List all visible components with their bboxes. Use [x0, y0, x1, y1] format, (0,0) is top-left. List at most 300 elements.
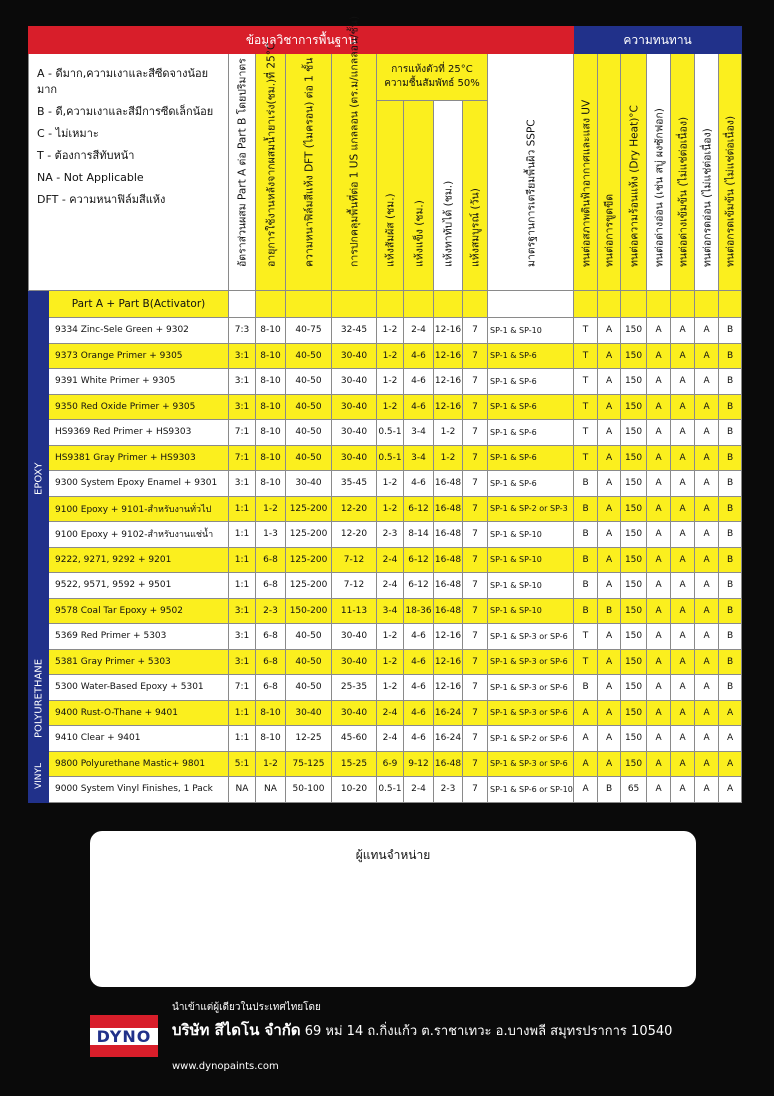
cell-weak-acid: A	[695, 343, 719, 369]
cell-dry-touch: 1-2	[377, 675, 404, 701]
cell-coverage: 30-40	[332, 624, 377, 650]
cell-ratio: 7:1	[229, 420, 256, 446]
cell-abrasion: A	[598, 522, 621, 548]
cell-dft: 125-200	[286, 547, 332, 573]
product-name: 9100 Epoxy + 9102-สำหรับงานแช่น้ำ	[49, 522, 229, 548]
cell-heat: 150	[621, 573, 647, 599]
cell-recoat: 12-16	[434, 675, 463, 701]
dealer-box	[90, 831, 696, 987]
cell-mild-alkali: A	[647, 598, 671, 624]
legend-item: T - ต้องการสีทับหน้า	[37, 149, 135, 162]
cell-weak-acid: A	[695, 471, 719, 497]
cell-strong-acid: B	[719, 471, 742, 497]
cell-dft: 40-50	[286, 675, 332, 701]
cell-strong-alkali: A	[671, 649, 695, 675]
col-header-strong-acid: ทนต่อกรดเข้มข้น (ไม่แช่ต่อเนื่อง)	[719, 54, 742, 291]
cell-strong-alkali: A	[671, 445, 695, 471]
cell-ratio: 3:1	[229, 343, 256, 369]
cell-coverage: 32-45	[332, 318, 377, 344]
cell-abrasion: A	[598, 547, 621, 573]
cell-sspc: SP-1 & SP-10	[488, 573, 574, 599]
cell-mild-alkali: A	[647, 369, 671, 395]
cell-mild-alkali: A	[647, 318, 671, 344]
cell-ratio: NA	[229, 777, 256, 803]
cell-heat: 150	[621, 649, 647, 675]
cell-heat: 150	[621, 343, 647, 369]
cell-dft: 12-25	[286, 726, 332, 752]
cell-strong-alkali: A	[671, 598, 695, 624]
cell-pot-life: 6-8	[256, 675, 286, 701]
product-name: 9391 White Primer + 9305	[49, 369, 229, 395]
cell-strong-acid: A	[719, 751, 742, 777]
cell-recoat: 16-48	[434, 573, 463, 599]
cell-strong-acid: B	[719, 522, 742, 548]
cell-dft: 40-50	[286, 394, 332, 420]
col-header-dry-hard: แห้งแข็ง (ชม.)	[404, 101, 434, 291]
cell-sspc: SP-1 & SP-2 or SP-3	[488, 496, 574, 522]
table-row	[29, 343, 742, 369]
cell-abrasion: A	[598, 394, 621, 420]
cell-ratio: 3:1	[229, 471, 256, 497]
cell-strong-alkali: A	[671, 675, 695, 701]
cell-mild-alkali: A	[647, 547, 671, 573]
cell-ratio: 3:1	[229, 598, 256, 624]
cell-strong-acid: B	[719, 598, 742, 624]
cell-weak-acid: A	[695, 420, 719, 446]
cell-dry-touch: 2-4	[377, 726, 404, 752]
table-row	[29, 751, 742, 777]
cell-abrasion: A	[598, 700, 621, 726]
cell-recoat: 16-48	[434, 496, 463, 522]
cell-dry-touch: 1-2	[377, 394, 404, 420]
cell-weak-acid: A	[695, 777, 719, 803]
table-row	[29, 471, 742, 497]
cell-ratio: 3:1	[229, 624, 256, 650]
cell-recoat: 12-16	[434, 624, 463, 650]
table-row	[29, 573, 742, 599]
cell-recoat: 12-16	[434, 343, 463, 369]
cell-heat: 150	[621, 369, 647, 395]
cell-mild-alkali: A	[647, 726, 671, 752]
cell-ratio: 1:1	[229, 726, 256, 752]
cell-full-cure: 7	[463, 369, 488, 395]
cell-mild-alkali: A	[647, 649, 671, 675]
cell-recoat: 12-16	[434, 394, 463, 420]
cell-recoat: 16-48	[434, 522, 463, 548]
cell-ratio: 1:1	[229, 496, 256, 522]
cell-coverage: 30-40	[332, 700, 377, 726]
legend-item: DFT - ความหนาฟิล์มสีแห้ง	[37, 193, 166, 206]
cell-abrasion: A	[598, 624, 621, 650]
cell-strong-alkali: A	[671, 343, 695, 369]
cell-weak-acid: A	[695, 547, 719, 573]
cell-uv: T	[574, 394, 598, 420]
col-header-sspc: มาตรฐานการเตรียมพื้นผิว SSPC	[488, 54, 574, 291]
cell-uv: A	[574, 726, 598, 752]
cell-heat: 150	[621, 471, 647, 497]
cell-pot-life: 8-10	[256, 318, 286, 344]
cell-coverage: 30-40	[332, 369, 377, 395]
cell-recoat: 1-2	[434, 420, 463, 446]
cell-weak-acid: A	[695, 522, 719, 548]
cell-mild-alkali: A	[647, 624, 671, 650]
cell-uv: B	[574, 496, 598, 522]
cell-dft: 75-125	[286, 751, 332, 777]
table-row	[29, 496, 742, 522]
cell-sspc: SP-1 & SP-3 or SP-6	[488, 624, 574, 650]
cell-sspc: SP-1 & SP-10	[488, 547, 574, 573]
group-vinyl-label: VINYL	[33, 763, 44, 790]
cell-mild-alkali: A	[647, 751, 671, 777]
product-name: 9410 Clear + 9401	[49, 726, 229, 752]
cell-heat: 150	[621, 598, 647, 624]
cell-abrasion: A	[598, 675, 621, 701]
cell-pot-life: 6-8	[256, 624, 286, 650]
cell-dry-hard: 3-4	[404, 445, 434, 471]
logo-text: DYNO	[90, 1028, 158, 1045]
cell-sspc: SP-1 & SP-6	[488, 445, 574, 471]
cell-weak-acid: A	[695, 751, 719, 777]
product-name: 9373 Orange Primer + 9305	[49, 343, 229, 369]
cell-full-cure: 7	[463, 777, 488, 803]
col-header-heat: ทนต่อความร้อนแห้ง (Dry Heat)°C	[621, 54, 647, 291]
cell-uv: B	[574, 471, 598, 497]
cell-abrasion: A	[598, 726, 621, 752]
cell-uv: B	[574, 547, 598, 573]
company-address: 69 หม่ 14 ถ.กิ่งแก้ว ต.ราชาเทวะ อ.บางพลี สมุทรปราการ 10540	[304, 1024, 673, 1039]
cell-full-cure: 7	[463, 522, 488, 548]
table-row	[29, 547, 742, 573]
cell-uv: T	[574, 420, 598, 446]
cell-full-cure: 7	[463, 624, 488, 650]
header-basic-data: ข้อมูลวิชาการพื้นฐาน	[29, 27, 574, 54]
cell-strong-alkali: A	[671, 420, 695, 446]
cell-sspc: SP-1 & SP-3 or SP-6	[488, 751, 574, 777]
cell-sspc: SP-1 & SP-10	[488, 522, 574, 548]
cell-abrasion: A	[598, 369, 621, 395]
cell-uv: B	[574, 598, 598, 624]
cell-pot-life: 2-3	[256, 598, 286, 624]
cell-strong-alkali: A	[671, 496, 695, 522]
cell-pot-life: 8-10	[256, 471, 286, 497]
product-name: 9334 Zinc-Sele Green + 9302	[49, 318, 229, 344]
cell-pot-life: NA	[256, 777, 286, 803]
blank-cell	[463, 291, 488, 318]
cell-uv: A	[574, 751, 598, 777]
cell-full-cure: 7	[463, 649, 488, 675]
cell-strong-acid: B	[719, 369, 742, 395]
cell-strong-acid: B	[719, 624, 742, 650]
cell-strong-alkali: A	[671, 369, 695, 395]
cell-recoat: 12-16	[434, 649, 463, 675]
product-name: 5369 Red Primer + 5303	[49, 624, 229, 650]
cell-coverage: 25-35	[332, 675, 377, 701]
cell-coverage: 12-20	[332, 496, 377, 522]
cell-coverage: 10-20	[332, 777, 377, 803]
cell-full-cure: 7	[463, 394, 488, 420]
cell-uv: B	[574, 675, 598, 701]
spec-table	[28, 15, 742, 803]
product-name: 9578 Coal Tar Epoxy + 9502	[49, 598, 229, 624]
cell-ratio: 7:3	[229, 318, 256, 344]
cell-mild-alkali: A	[647, 471, 671, 497]
cell-dft: 30-40	[286, 700, 332, 726]
blank-cell	[647, 291, 671, 318]
cell-coverage: 30-40	[332, 343, 377, 369]
cell-strong-acid: B	[719, 547, 742, 573]
product-name: 9000 System Vinyl Finishes, 1 Pack	[49, 777, 229, 803]
cell-strong-acid: B	[719, 394, 742, 420]
cell-dry-hard: 6-12	[404, 573, 434, 599]
cell-strong-acid: B	[719, 445, 742, 471]
cell-dft: 150-200	[286, 598, 332, 624]
cell-uv: T	[574, 343, 598, 369]
cell-full-cure: 7	[463, 751, 488, 777]
col-header-ratio: อัตราส่วนผสม Part A ต่อ Part B โดยปริมาตร	[229, 54, 256, 291]
cell-heat: 150	[621, 496, 647, 522]
cell-coverage: 7-12	[332, 573, 377, 599]
table-row	[29, 726, 742, 752]
cell-dft: 40-50	[286, 624, 332, 650]
cell-sspc: SP-1 & SP-6 or SP-10	[488, 777, 574, 803]
cell-dry-touch: 1-2	[377, 369, 404, 395]
cell-full-cure: 7	[463, 343, 488, 369]
cell-strong-alkali: A	[671, 751, 695, 777]
cell-pot-life: 8-10	[256, 700, 286, 726]
blank-cell	[671, 291, 695, 318]
cell-mild-alkali: A	[647, 675, 671, 701]
group-vinyl	[29, 763, 49, 803]
cell-coverage: 45-60	[332, 726, 377, 752]
cell-full-cure: 7	[463, 318, 488, 344]
cell-dry-touch: 2-3	[377, 522, 404, 548]
cell-heat: 150	[621, 445, 647, 471]
blank-cell	[332, 291, 377, 318]
cell-abrasion: A	[598, 496, 621, 522]
cell-abrasion: A	[598, 445, 621, 471]
cell-heat: 150	[621, 751, 647, 777]
blank-cell	[434, 291, 463, 318]
cell-sspc: SP-1 & SP-6	[488, 471, 574, 497]
cell-pot-life: 8-10	[256, 343, 286, 369]
dealer-label: ผู้แทนจำหน่าย	[355, 848, 431, 862]
spec-sheet	[28, 15, 741, 803]
cell-strong-acid: B	[719, 496, 742, 522]
cell-ratio: 7:1	[229, 445, 256, 471]
website-link[interactable]: www.dynopaints.com	[172, 1061, 279, 1072]
cell-uv: A	[574, 700, 598, 726]
cell-abrasion: A	[598, 318, 621, 344]
cell-full-cure: 7	[463, 598, 488, 624]
cell-coverage: 30-40	[332, 420, 377, 446]
cell-strong-acid: B	[719, 649, 742, 675]
cell-dft: 40-50	[286, 420, 332, 446]
col-header-dft: ความหนาฟิล์มสีแห้ง DFT (ไมครอน) ต่อ 1 ชั้น	[286, 54, 332, 291]
cell-weak-acid: A	[695, 496, 719, 522]
cell-dft: 50-100	[286, 777, 332, 803]
cell-strong-alkali: A	[671, 318, 695, 344]
cell-coverage: 35-45	[332, 471, 377, 497]
col-header-full-cure: แห้งสมบูรณ์ (วัน)	[463, 101, 488, 291]
col-header-pot-life: อายุการใช้งานหลังจากผสมน้ำยาเร่ง(ชม.)ที่ 25°C	[256, 54, 286, 291]
table-row	[29, 624, 742, 650]
cell-uv: A	[574, 777, 598, 803]
cell-dry-hard: 4-6	[404, 343, 434, 369]
cell-dry-touch: 1-2	[377, 624, 404, 650]
cell-full-cure: 7	[463, 420, 488, 446]
cell-uv: T	[574, 369, 598, 395]
cell-weak-acid: A	[695, 624, 719, 650]
blank-cell	[229, 291, 256, 318]
cell-ratio: 3:1	[229, 369, 256, 395]
company-line	[172, 1018, 672, 1042]
cell-dry-hard: 4-6	[404, 369, 434, 395]
cell-coverage: 12-20	[332, 522, 377, 548]
cell-coverage: 7-12	[332, 547, 377, 573]
cell-ratio: 1:1	[229, 522, 256, 548]
cell-coverage: 30-40	[332, 445, 377, 471]
cell-strong-alkali: A	[671, 726, 695, 752]
cell-heat: 150	[621, 394, 647, 420]
blank-cell	[256, 291, 286, 318]
cell-weak-acid: A	[695, 598, 719, 624]
product-name: 9350 Red Oxide Primer + 9305	[49, 394, 229, 420]
table-row	[29, 675, 742, 701]
table-row	[29, 394, 742, 420]
cell-recoat: 16-48	[434, 471, 463, 497]
cell-pot-life: 8-10	[256, 369, 286, 395]
cell-mild-alkali: A	[647, 496, 671, 522]
cell-dry-hard: 8-14	[404, 522, 434, 548]
cell-dry-hard: 3-4	[404, 420, 434, 446]
cell-abrasion: A	[598, 343, 621, 369]
cell-dft: 125-200	[286, 522, 332, 548]
cell-recoat: 16-48	[434, 751, 463, 777]
cell-dry-touch: 0.5-1	[377, 777, 404, 803]
cell-strong-acid: A	[719, 777, 742, 803]
cell-strong-alkali: A	[671, 547, 695, 573]
cell-recoat: 12-16	[434, 318, 463, 344]
cell-pot-life: 1-3	[256, 522, 286, 548]
cell-coverage: 30-40	[332, 394, 377, 420]
col-header-dry-touch: แห้งสัมผัส (ชม.)	[377, 101, 404, 291]
cell-strong-acid: B	[719, 318, 742, 344]
cell-dft: 40-75	[286, 318, 332, 344]
cell-dry-hard: 4-6	[404, 394, 434, 420]
cell-strong-acid: B	[719, 675, 742, 701]
cell-recoat: 2-3	[434, 777, 463, 803]
cell-weak-acid: A	[695, 700, 719, 726]
blank-cell	[598, 291, 621, 318]
importer-note: นำเข้าแต่ผู้เดียวในประเทศไทยโดย	[172, 1002, 321, 1013]
legend-item: C - ไม่เหมาะ	[37, 127, 99, 140]
cell-weak-acid: A	[695, 318, 719, 344]
cell-sspc: SP-1 & SP-3 or SP-6	[488, 700, 574, 726]
cell-dry-hard: 9-12	[404, 751, 434, 777]
cell-uv: T	[574, 318, 598, 344]
cell-recoat: 1-2	[434, 445, 463, 471]
cell-strong-acid: B	[719, 420, 742, 446]
cell-heat: 150	[621, 675, 647, 701]
cell-heat: 65	[621, 777, 647, 803]
cell-abrasion: B	[598, 598, 621, 624]
product-name: 9222, 9271, 9292 + 9201	[49, 547, 229, 573]
cell-pot-life: 8-10	[256, 445, 286, 471]
cell-uv: T	[574, 649, 598, 675]
product-name: 9800 Polyurethane Mastic+ 9801	[49, 751, 229, 777]
cell-mild-alkali: A	[647, 573, 671, 599]
cell-recoat: 12-16	[434, 369, 463, 395]
blank-cell	[719, 291, 742, 318]
cell-coverage: 15-25	[332, 751, 377, 777]
product-name: 9522, 9571, 9592 + 9501	[49, 573, 229, 599]
cell-strong-alkali: A	[671, 522, 695, 548]
cell-pot-life: 6-8	[256, 649, 286, 675]
cell-mild-alkali: A	[647, 394, 671, 420]
cell-dry-touch: 1-2	[377, 471, 404, 497]
col-header-coverage: การปกคลุมพื้นที่ต่อ 1 US แกลลอน (ตร.ม/แกลลอน/ชั้น)	[332, 54, 377, 291]
cell-dft: 40-50	[286, 445, 332, 471]
cell-mild-alkali: A	[647, 700, 671, 726]
cell-dry-hard: 4-6	[404, 726, 434, 752]
cell-weak-acid: A	[695, 649, 719, 675]
cell-full-cure: 7	[463, 726, 488, 752]
cell-full-cure: 7	[463, 471, 488, 497]
cell-abrasion: A	[598, 649, 621, 675]
col-header-abrasion: ทนต่อการขูดขีด	[598, 54, 621, 291]
cell-ratio: 1:1	[229, 573, 256, 599]
table-row	[29, 445, 742, 471]
cell-pot-life: 1-2	[256, 751, 286, 777]
cell-pot-life: 8-10	[256, 420, 286, 446]
cell-mild-alkali: A	[647, 445, 671, 471]
cell-pot-life: 6-8	[256, 573, 286, 599]
legend	[29, 54, 229, 291]
group-epoxy-label: EPOXY	[33, 462, 44, 496]
group-polyurethane-label: POLYURETHANE	[33, 659, 44, 739]
cell-weak-acid: A	[695, 675, 719, 701]
cell-pot-life: 1-2	[256, 496, 286, 522]
cell-dry-touch: 1-2	[377, 318, 404, 344]
col-header-strong-alkali: ทนต่อด่างเข้มข้น (ไม่แช่ต่อเนื่อง)	[671, 54, 695, 291]
table-row	[29, 522, 742, 548]
cell-ratio: 1:1	[229, 700, 256, 726]
cell-dft: 125-200	[286, 496, 332, 522]
cell-sspc: SP-1 & SP-2 or SP-6	[488, 726, 574, 752]
cell-strong-alkali: A	[671, 471, 695, 497]
cell-weak-acid: A	[695, 445, 719, 471]
table-row	[29, 700, 742, 726]
cell-mild-alkali: A	[647, 343, 671, 369]
cell-dry-touch: 2-4	[377, 700, 404, 726]
company-name: บริษัท สีไดโน จำกัด	[172, 1021, 301, 1039]
cell-ratio: 3:1	[229, 649, 256, 675]
product-name: 5300 Water-Based Epoxy + 5301	[49, 675, 229, 701]
cell-heat: 150	[621, 420, 647, 446]
cell-uv: B	[574, 522, 598, 548]
cell-sspc: SP-1 & SP-10	[488, 318, 574, 344]
cell-strong-acid: A	[719, 700, 742, 726]
cell-dry-touch: 2-4	[377, 547, 404, 573]
cell-abrasion: B	[598, 777, 621, 803]
cell-dry-touch: 0.5-1	[377, 420, 404, 446]
cell-weak-acid: A	[695, 573, 719, 599]
cell-ratio: 5:1	[229, 751, 256, 777]
cell-abrasion: A	[598, 751, 621, 777]
legend-item: A - ดีมาก,ความเงาและสีซีดจางน้อยมาก	[37, 67, 209, 96]
cell-full-cure: 7	[463, 700, 488, 726]
blank-cell	[377, 291, 404, 318]
